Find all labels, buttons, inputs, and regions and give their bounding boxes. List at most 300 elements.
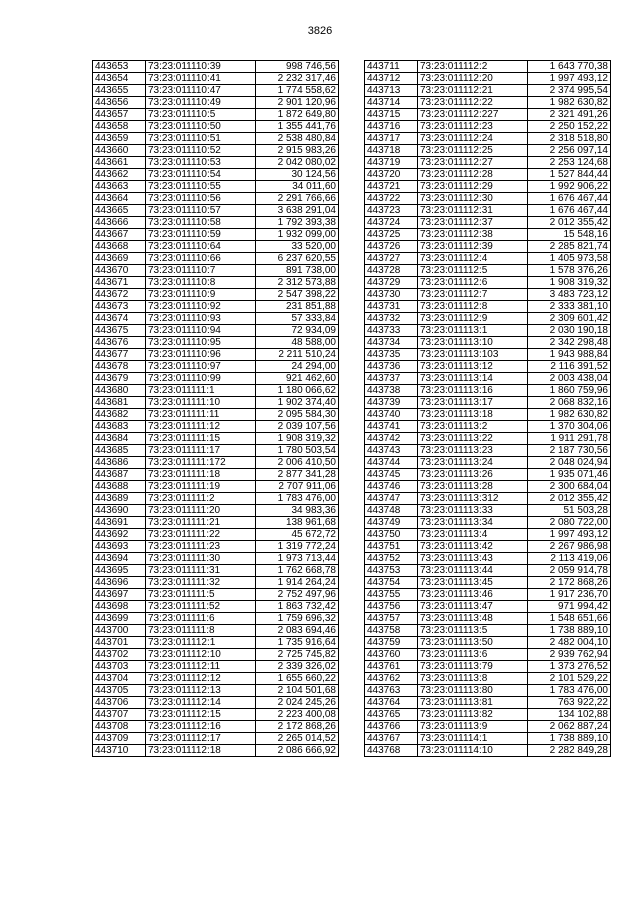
table-row: [365, 433, 611, 445]
record-number-cell: 443672: [93, 289, 146, 301]
cadastral-value-cell: 138 961,68: [256, 517, 339, 529]
record-number-cell: 443745: [365, 469, 418, 481]
cadastral-value-cell: 1 935 071,46: [528, 469, 611, 481]
cadastral-value-cell: 1 780 503,54: [256, 445, 339, 457]
table-row: [365, 169, 611, 181]
cadastral-number-cell: 73:23:011110:51: [146, 133, 256, 145]
page-number: 3826: [307, 25, 333, 37]
cadastral-value-cell: 2 309 601,42: [528, 313, 611, 325]
cadastral-number-cell: 73:23:011113:6: [418, 649, 528, 661]
table-row: [365, 289, 611, 301]
record-number-cell: 443657: [93, 109, 146, 121]
cadastral-number-cell: 73:23:011113:5: [418, 625, 528, 637]
table-row: [93, 397, 339, 409]
cadastral-value-cell: 1 783 476,00: [256, 493, 339, 505]
cadastral-value-cell: 1 917 236,70: [528, 589, 611, 601]
cadastral-value-cell: 2 012 355,42: [528, 217, 611, 229]
table-row: [93, 721, 339, 733]
table-row: [93, 541, 339, 553]
cadastral-number-cell: 73:23:011113:44: [418, 565, 528, 577]
cadastral-number-cell: 73:23:011114:1: [418, 733, 528, 745]
table-row: [93, 205, 339, 217]
table-row: [365, 97, 611, 109]
cadastral-number-cell: 73:23:011113:8: [418, 673, 528, 685]
cadastral-value-cell: 2 300 684,04: [528, 481, 611, 493]
table-row: [93, 121, 339, 133]
record-number-cell: 443736: [365, 361, 418, 373]
cadastral-number-cell: 73:23:011110:59: [146, 229, 256, 241]
cadastral-value-cell: 1 908 319,32: [256, 433, 339, 445]
cadastral-value-cell: 2 059 914,78: [528, 565, 611, 577]
cadastral-value-cell: 2 291 766,66: [256, 193, 339, 205]
cadastral-number-cell: 73:23:011113:4: [418, 529, 528, 541]
record-number-cell: 443760: [365, 649, 418, 661]
cadastral-number-cell: 73:23:011112:31: [418, 205, 528, 217]
cadastral-number-cell: 73:23:011110:96: [146, 349, 256, 361]
cadastral-number-cell: 73:23:011111:1: [146, 385, 256, 397]
record-number-cell: 443739: [365, 397, 418, 409]
cadastral-number-cell: 73:23:011113:9: [418, 721, 528, 733]
table-row: [365, 385, 611, 397]
record-number-cell: 443718: [365, 145, 418, 157]
table-row: [93, 241, 339, 253]
record-number-cell: 443720: [365, 169, 418, 181]
table-row: [93, 625, 339, 637]
cadastral-value-cell: 2 374 995,54: [528, 85, 611, 97]
cadastral-value-cell: 2 285 821,74: [528, 241, 611, 253]
table-row: [93, 469, 339, 481]
record-number-cell: 443765: [365, 709, 418, 721]
record-number-cell: 443664: [93, 193, 146, 205]
cadastral-number-cell: 73:23:011110:9: [146, 289, 256, 301]
cadastral-value-cell: 48 588,00: [256, 337, 339, 349]
cadastral-value-cell: 1 319 772,24: [256, 541, 339, 553]
record-number-cell: 443661: [93, 157, 146, 169]
cadastral-number-cell: 73:23:011112:25: [418, 145, 528, 157]
cadastral-value-cell: 1 548 651,66: [528, 613, 611, 625]
cadastral-value-cell: 2 086 666,92: [256, 745, 339, 757]
table-row: [93, 649, 339, 661]
cadastral-number-cell: 73:23:011113:46: [418, 589, 528, 601]
cadastral-value-cell: 3 638 291,04: [256, 205, 339, 217]
cadastral-value-cell: 2 318 518,80: [528, 133, 611, 145]
cadastral-value-cell: 6 237 620,55: [256, 253, 339, 265]
record-number-cell: 443740: [365, 409, 418, 421]
table-row: [93, 373, 339, 385]
cadastral-value-cell: 1 527 844,44: [528, 169, 611, 181]
table-row: [365, 409, 611, 421]
cadastral-value-cell: 1 774 558,62: [256, 85, 339, 97]
cadastral-value-cell: 2 080 722,00: [528, 517, 611, 529]
cadastral-number-cell: 73:23:011110:47: [146, 85, 256, 97]
cadastral-number-cell: 73:23:011111:22: [146, 529, 256, 541]
cadastral-value-cell: 1 643 770,38: [528, 61, 611, 73]
table-row: [365, 445, 611, 457]
record-number-cell: 443743: [365, 445, 418, 457]
table-row: [365, 481, 611, 493]
record-number-cell: 443690: [93, 505, 146, 517]
record-number-cell: 443697: [93, 589, 146, 601]
record-number-cell: 443663: [93, 181, 146, 193]
table-row: [93, 661, 339, 673]
table-row: [365, 301, 611, 313]
cadastral-value-cell: 2 901 120,96: [256, 97, 339, 109]
cadastral-number-cell: 73:23:011113:81: [418, 697, 528, 709]
record-number-cell: 443763: [365, 685, 418, 697]
cadastral-value-cell: 51 503,28: [528, 505, 611, 517]
record-number-cell: 443665: [93, 205, 146, 217]
cadastral-value-cell: 2 101 529,22: [528, 673, 611, 685]
table-row: [365, 457, 611, 469]
table-row: [93, 97, 339, 109]
table-row: [365, 529, 611, 541]
table-row: [365, 85, 611, 97]
cadastral-value-cell: 2 006 410,50: [256, 457, 339, 469]
table-row: [365, 613, 611, 625]
cadastral-number-cell: 73:23:011112:13: [146, 685, 256, 697]
cadastral-value-cell: 2 068 832,16: [528, 397, 611, 409]
cadastral-number-cell: 73:23:011112:24: [418, 133, 528, 145]
cadastral-value-cell: 2 482 004,10: [528, 637, 611, 649]
registry-table-left: [92, 60, 339, 757]
cadastral-value-cell: 2 725 745,82: [256, 649, 339, 661]
record-number-cell: 443702: [93, 649, 146, 661]
cadastral-value-cell: 1 735 916,64: [256, 637, 339, 649]
record-number-cell: 443671: [93, 277, 146, 289]
cadastral-number-cell: 73:23:011113:23: [418, 445, 528, 457]
cadastral-number-cell: 73:23:011112:18: [146, 745, 256, 757]
cadastral-value-cell: 2 042 080,02: [256, 157, 339, 169]
cadastral-number-cell: 73:23:011111:21: [146, 517, 256, 529]
cadastral-number-cell: 73:23:011111:19: [146, 481, 256, 493]
cadastral-number-cell: 73:23:011111:172: [146, 457, 256, 469]
record-number-cell: 443714: [365, 97, 418, 109]
record-number-cell: 443660: [93, 145, 146, 157]
cadastral-value-cell: 1 738 889,10: [528, 733, 611, 745]
cadastral-number-cell: 73:23:011113:14: [418, 373, 528, 385]
record-number-cell: 443701: [93, 637, 146, 649]
cadastral-value-cell: 1 578 376,26: [528, 265, 611, 277]
cadastral-value-cell: 921 462,60: [256, 373, 339, 385]
record-number-cell: 443677: [93, 349, 146, 361]
cadastral-number-cell: 73:23:011113:80: [418, 685, 528, 697]
table-row: [365, 661, 611, 673]
table-row: [93, 445, 339, 457]
record-number-cell: 443735: [365, 349, 418, 361]
cadastral-number-cell: 73:23:011113:79: [418, 661, 528, 673]
table-row: [365, 325, 611, 337]
cadastral-value-cell: 1 676 467,44: [528, 193, 611, 205]
cadastral-value-cell: 2 333 381,10: [528, 301, 611, 313]
table-row: [365, 241, 611, 253]
record-number-cell: 443653: [93, 61, 146, 73]
table-row: [365, 73, 611, 85]
record-number-cell: 443708: [93, 721, 146, 733]
cadastral-value-cell: 2 232 317,46: [256, 73, 339, 85]
registry-table-left-body: [93, 61, 339, 757]
cadastral-number-cell: 73:23:011112:5: [418, 265, 528, 277]
cadastral-value-cell: 1 914 264,24: [256, 577, 339, 589]
record-number-cell: 443707: [93, 709, 146, 721]
table-row: [93, 565, 339, 577]
record-number-cell: 443731: [365, 301, 418, 313]
record-number-cell: 443721: [365, 181, 418, 193]
record-number-cell: 443726: [365, 241, 418, 253]
record-number-cell: 443741: [365, 421, 418, 433]
registry-table-right: [364, 60, 611, 757]
record-number-cell: 443662: [93, 169, 146, 181]
cadastral-value-cell: 2 547 398,22: [256, 289, 339, 301]
cadastral-number-cell: 73:23:011112:37: [418, 217, 528, 229]
record-number-cell: 443706: [93, 697, 146, 709]
record-number-cell: 443728: [365, 265, 418, 277]
record-number-cell: 443678: [93, 361, 146, 373]
table-row: [93, 145, 339, 157]
cadastral-number-cell: 73:23:011110:97: [146, 361, 256, 373]
cadastral-number-cell: 73:23:011111:2: [146, 493, 256, 505]
record-number-cell: 443682: [93, 409, 146, 421]
cadastral-value-cell: 2 250 152,22: [528, 121, 611, 133]
cadastral-value-cell: 2 253 124,68: [528, 157, 611, 169]
table-row: [93, 733, 339, 745]
cadastral-value-cell: 1 180 066,62: [256, 385, 339, 397]
record-number-cell: 443686: [93, 457, 146, 469]
record-number-cell: 443669: [93, 253, 146, 265]
cadastral-number-cell: 73:23:011113:43: [418, 553, 528, 565]
record-number-cell: 443738: [365, 385, 418, 397]
cadastral-value-cell: 1 997 493,12: [528, 73, 611, 85]
table-row: [93, 577, 339, 589]
cadastral-number-cell: 73:23:011112:30: [418, 193, 528, 205]
cadastral-number-cell: 73:23:011112:23: [418, 121, 528, 133]
cadastral-number-cell: 73:23:011112:17: [146, 733, 256, 745]
table-row: [93, 61, 339, 73]
cadastral-value-cell: 2 707 911,06: [256, 481, 339, 493]
cadastral-number-cell: 73:23:011113:103: [418, 349, 528, 361]
cadastral-number-cell: 73:23:011113:18: [418, 409, 528, 421]
table-row: [93, 349, 339, 361]
table-row: [365, 265, 611, 277]
record-number-cell: 443703: [93, 661, 146, 673]
record-number-cell: 443696: [93, 577, 146, 589]
cadastral-value-cell: 2 104 501,68: [256, 685, 339, 697]
cadastral-number-cell: 73:23:011113:12: [418, 361, 528, 373]
table-row: [365, 277, 611, 289]
cadastral-number-cell: 73:23:011112:20: [418, 73, 528, 85]
cadastral-value-cell: 2 339 326,02: [256, 661, 339, 673]
table-row: [93, 685, 339, 697]
cadastral-value-cell: 1 982 630,82: [528, 409, 611, 421]
cadastral-value-cell: 1 405 973,58: [528, 253, 611, 265]
cadastral-number-cell: 73:23:011114:10: [418, 745, 528, 757]
record-number-cell: 443730: [365, 289, 418, 301]
record-number-cell: 443704: [93, 673, 146, 685]
cadastral-value-cell: 1 373 276,52: [528, 661, 611, 673]
cadastral-number-cell: 73:23:011113:82: [418, 709, 528, 721]
cadastral-value-cell: 2 187 730,56: [528, 445, 611, 457]
record-number-cell: 443753: [365, 565, 418, 577]
record-number-cell: 443655: [93, 85, 146, 97]
cadastral-number-cell: 73:23:011112:6: [418, 277, 528, 289]
table-row: [365, 541, 611, 553]
table-row: [365, 253, 611, 265]
record-number-cell: 443691: [93, 517, 146, 529]
table-row: [93, 289, 339, 301]
cadastral-value-cell: 24 294,00: [256, 361, 339, 373]
record-number-cell: 443673: [93, 301, 146, 313]
cadastral-number-cell: 73:23:011111:15: [146, 433, 256, 445]
table-row: [365, 61, 611, 73]
table-row: [93, 637, 339, 649]
cadastral-number-cell: 73:23:011110:54: [146, 169, 256, 181]
record-number-cell: 443705: [93, 685, 146, 697]
table-row: [365, 397, 611, 409]
table-row: [365, 733, 611, 745]
cadastral-value-cell: 2 211 510,24: [256, 349, 339, 361]
table-row: [93, 337, 339, 349]
cadastral-number-cell: 73:23:011112:39: [418, 241, 528, 253]
cadastral-number-cell: 73:23:011113:28: [418, 481, 528, 493]
cadastral-number-cell: 73:23:011110:94: [146, 325, 256, 337]
cadastral-value-cell: 57 333,84: [256, 313, 339, 325]
cadastral-number-cell: 73:23:011112:10: [146, 649, 256, 661]
record-number-cell: 443732: [365, 313, 418, 325]
cadastral-value-cell: 2 282 849,28: [528, 745, 611, 757]
cadastral-number-cell: 73:23:011113:45: [418, 577, 528, 589]
record-number-cell: 443747: [365, 493, 418, 505]
table-row: [365, 697, 611, 709]
table-row: [93, 613, 339, 625]
cadastral-number-cell: 73:23:011110:5: [146, 109, 256, 121]
record-number-cell: 443737: [365, 373, 418, 385]
cadastral-value-cell: 1 792 393,38: [256, 217, 339, 229]
table-row: [365, 709, 611, 721]
cadastral-value-cell: 1 943 988,84: [528, 349, 611, 361]
cadastral-number-cell: 73:23:011112:38: [418, 229, 528, 241]
record-number-cell: 443761: [365, 661, 418, 673]
cadastral-value-cell: 1 762 668,78: [256, 565, 339, 577]
cadastral-number-cell: 73:23:011110:7: [146, 265, 256, 277]
cadastral-value-cell: 1 860 759,96: [528, 385, 611, 397]
cadastral-value-cell: 1 872 649,80: [256, 109, 339, 121]
table-row: [93, 589, 339, 601]
cadastral-number-cell: 73:23:011113:50: [418, 637, 528, 649]
table-row: [365, 337, 611, 349]
cadastral-value-cell: 1 911 291,78: [528, 433, 611, 445]
table-row: [93, 505, 339, 517]
record-number-cell: 443733: [365, 325, 418, 337]
cadastral-value-cell: 1 982 630,82: [528, 97, 611, 109]
record-number-cell: 443725: [365, 229, 418, 241]
cadastral-value-cell: 2 267 986,98: [528, 541, 611, 553]
cadastral-value-cell: 2 915 983,26: [256, 145, 339, 157]
record-number-cell: 443670: [93, 265, 146, 277]
record-number-cell: 443759: [365, 637, 418, 649]
record-number-cell: 443700: [93, 625, 146, 637]
cadastral-number-cell: 73:23:011112:9: [418, 313, 528, 325]
table-row: [365, 217, 611, 229]
table-row: [365, 649, 611, 661]
record-number-cell: 443685: [93, 445, 146, 457]
record-number-cell: 443688: [93, 481, 146, 493]
table-row: [365, 145, 611, 157]
cadastral-value-cell: 2 012 355,42: [528, 493, 611, 505]
table-row: [93, 745, 339, 757]
table-row: [365, 745, 611, 757]
cadastral-number-cell: 73:23:011110:95: [146, 337, 256, 349]
record-number-cell: 443715: [365, 109, 418, 121]
cadastral-number-cell: 73:23:011113:33: [418, 505, 528, 517]
record-number-cell: 443680: [93, 385, 146, 397]
table-row: [93, 229, 339, 241]
cadastral-number-cell: 73:23:011112:4: [418, 253, 528, 265]
table-row: [93, 493, 339, 505]
cadastral-number-cell: 73:23:011112:29: [418, 181, 528, 193]
cadastral-value-cell: 2 939 762,94: [528, 649, 611, 661]
cadastral-value-cell: 2 095 584,30: [256, 409, 339, 421]
cadastral-number-cell: 73:23:011113:47: [418, 601, 528, 613]
cadastral-number-cell: 73:23:011111:31: [146, 565, 256, 577]
cadastral-number-cell: 73:23:011113:312: [418, 493, 528, 505]
table-row: [93, 313, 339, 325]
table-row: [93, 133, 339, 145]
record-number-cell: 443749: [365, 517, 418, 529]
record-number-cell: 443754: [365, 577, 418, 589]
cadastral-value-cell: 1 908 319,32: [528, 277, 611, 289]
cadastral-number-cell: 73:23:011111:10: [146, 397, 256, 409]
cadastral-value-cell: 2 877 341,28: [256, 469, 339, 481]
table-row: [365, 193, 611, 205]
cadastral-number-cell: 73:23:011111:8: [146, 625, 256, 637]
cadastral-number-cell: 73:23:011110:58: [146, 217, 256, 229]
table-row: [365, 229, 611, 241]
cadastral-value-cell: 1 370 304,06: [528, 421, 611, 433]
cadastral-number-cell: 73:23:011112:21: [418, 85, 528, 97]
cadastral-value-cell: 1 783 476,00: [528, 685, 611, 697]
table-row: [365, 157, 611, 169]
record-number-cell: 443744: [365, 457, 418, 469]
table-row: [93, 157, 339, 169]
cadastral-value-cell: 1 676 467,44: [528, 205, 611, 217]
table-row: [365, 121, 611, 133]
cadastral-number-cell: 73:23:011113:34: [418, 517, 528, 529]
cadastral-number-cell: 73:23:011112:2: [418, 61, 528, 73]
cadastral-number-cell: 73:23:011113:1: [418, 325, 528, 337]
record-number-cell: 443723: [365, 205, 418, 217]
cadastral-value-cell: 1 738 889,10: [528, 625, 611, 637]
cadastral-value-cell: 1 997 493,12: [528, 529, 611, 541]
cadastral-number-cell: 73:23:011110:66: [146, 253, 256, 265]
cadastral-number-cell: 73:23:011110:53: [146, 157, 256, 169]
record-number-cell: 443711: [365, 61, 418, 73]
cadastral-value-cell: 33 520,00: [256, 241, 339, 253]
cadastral-number-cell: 73:23:011113:22: [418, 433, 528, 445]
table-row: [365, 673, 611, 685]
record-number-cell: 443695: [93, 565, 146, 577]
table-row: [93, 601, 339, 613]
table-row: [93, 253, 339, 265]
table-row: [365, 625, 611, 637]
record-number-cell: 443734: [365, 337, 418, 349]
table-row: [93, 361, 339, 373]
table-row: [365, 493, 611, 505]
record-number-cell: 443656: [93, 97, 146, 109]
cadastral-value-cell: 2 223 400,08: [256, 709, 339, 721]
cadastral-value-cell: 134 102,88: [528, 709, 611, 721]
cadastral-value-cell: 763 922,22: [528, 697, 611, 709]
cadastral-number-cell: 73:23:011110:64: [146, 241, 256, 253]
cadastral-number-cell: 73:23:011112:15: [146, 709, 256, 721]
